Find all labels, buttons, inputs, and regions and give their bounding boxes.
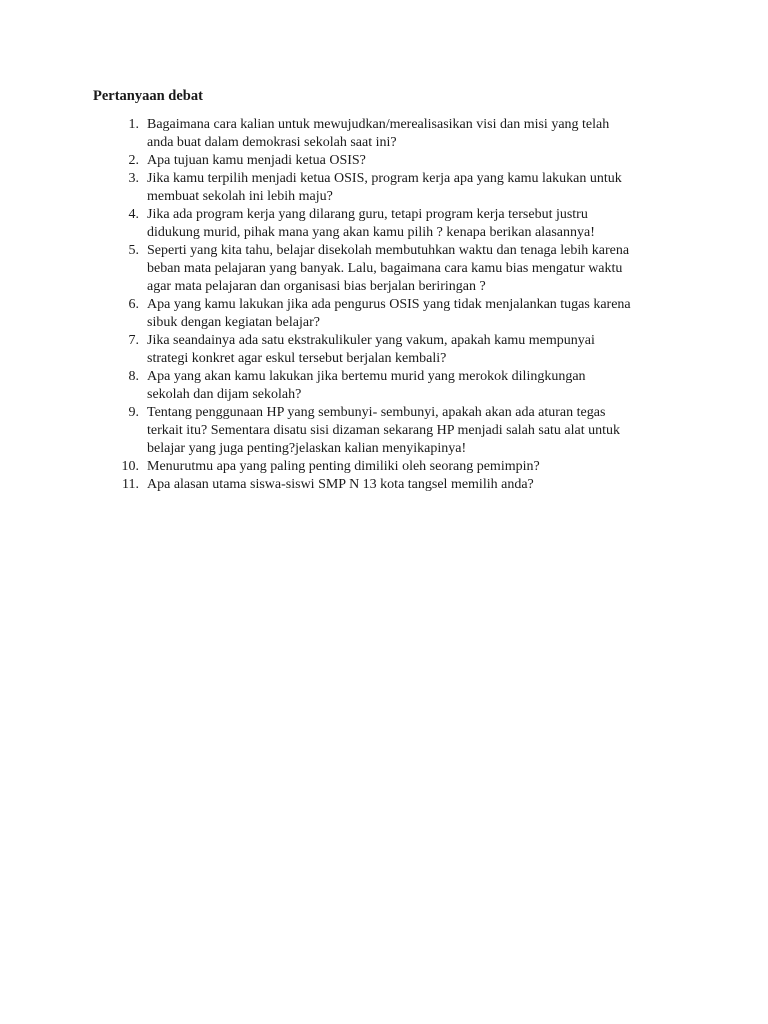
question-line: sekolah dan dijam sekolah?: [147, 387, 302, 402]
question-line: strategi konkret agar eskul tersebut berjalan kembali?: [147, 351, 447, 366]
question-item: [93, 368, 683, 404]
question-line: agar mata pelajaran dan organisasi bias berjalan beriringan ?: [147, 279, 486, 294]
question-number: 4.: [128, 207, 139, 222]
question-item: [93, 458, 683, 476]
question-line: Menurutmu apa yang paling penting dimiliki oleh seorang pemimpin?: [147, 459, 540, 474]
question-line: didukung murid, pihak mana yang akan kamu pilih ? kenapa berikan alasannya!: [147, 225, 595, 240]
question-text: [139, 170, 683, 206]
question-line: membuat sekolah ini lebih maju?: [147, 189, 333, 204]
question-text: [139, 152, 683, 170]
question-line: Jika seandainya ada satu ekstrakulikuler yang vakum, apakah kamu mempunyai: [147, 333, 595, 348]
question-text: [139, 458, 683, 476]
question-item: [93, 296, 683, 332]
question-line: beban mata pelajaran yang banyak. Lalu, bagaimana cara kamu bias mengatur waktu: [147, 261, 623, 276]
question-line: belajar yang juga penting?jelaskan kalian menyikapinya!: [147, 441, 467, 456]
question-item: [93, 476, 683, 494]
question-item: [93, 332, 683, 368]
question-text: [139, 404, 683, 458]
question-item: [93, 170, 683, 206]
question-number: 11.: [122, 477, 139, 492]
question-item: [93, 152, 683, 170]
question-item: [93, 116, 683, 152]
question-list: [93, 116, 683, 494]
question-line: sibuk dengan kegiatan belajar?: [147, 315, 320, 330]
question-line: Apa yang akan kamu lakukan jika bertemu murid yang merokok dilingkungan: [147, 369, 586, 384]
question-line: terkait itu? Sementara disatu sisi dizaman sekarang HP menjadi salah satu alat untuk: [147, 423, 621, 438]
question-item: [93, 206, 683, 242]
question-line: Jika kamu terpilih menjadi ketua OSIS, program kerja apa yang kamu lakukan untuk: [147, 171, 622, 186]
document-title: Pertanyaan debat: [93, 88, 203, 104]
question-number: 7.: [128, 333, 139, 348]
question-text: [139, 368, 683, 404]
question-line: Jika ada program kerja yang dilarang guru, tetapi program kerja tersebut justru: [147, 207, 588, 222]
question-text: [139, 242, 683, 296]
question-line: anda buat dalam demokrasi sekolah saat ini?: [147, 135, 397, 150]
question-line: Apa tujuan kamu menjadi ketua OSIS?: [147, 153, 366, 168]
question-number: 2.: [128, 153, 139, 168]
question-text: [139, 296, 683, 332]
question-text: [139, 332, 683, 368]
question-item: [93, 404, 683, 458]
question-number: 9.: [128, 405, 139, 420]
question-line: Apa yang kamu lakukan jika ada pengurus OSIS yang tidak menjalankan tugas karena: [147, 297, 631, 312]
question-number: 1.: [128, 117, 139, 132]
question-text: [139, 206, 683, 242]
question-line: Seperti yang kita tahu, belajar disekolah membutuhkan waktu dan tenaga lebih karena: [147, 243, 630, 258]
question-line: Bagaimana cara kalian untuk mewujudkan/merealisasikan visi dan misi yang telah: [147, 117, 610, 132]
question-line: Tentang penggunaan HP yang sembunyi- sembunyi, apakah akan ada aturan tegas: [147, 405, 606, 420]
question-number: 10.: [121, 459, 139, 474]
question-item: [93, 242, 683, 296]
question-number: 8.: [128, 369, 139, 384]
question-number: 3.: [128, 171, 139, 186]
question-number: 6.: [128, 297, 139, 312]
question-text: [139, 116, 683, 152]
question-number: 5.: [128, 243, 139, 258]
question-text: [139, 476, 683, 494]
question-line: Apa alasan utama siswa-siswi SMP N 13 kota tangsel memilih anda?: [147, 477, 534, 492]
